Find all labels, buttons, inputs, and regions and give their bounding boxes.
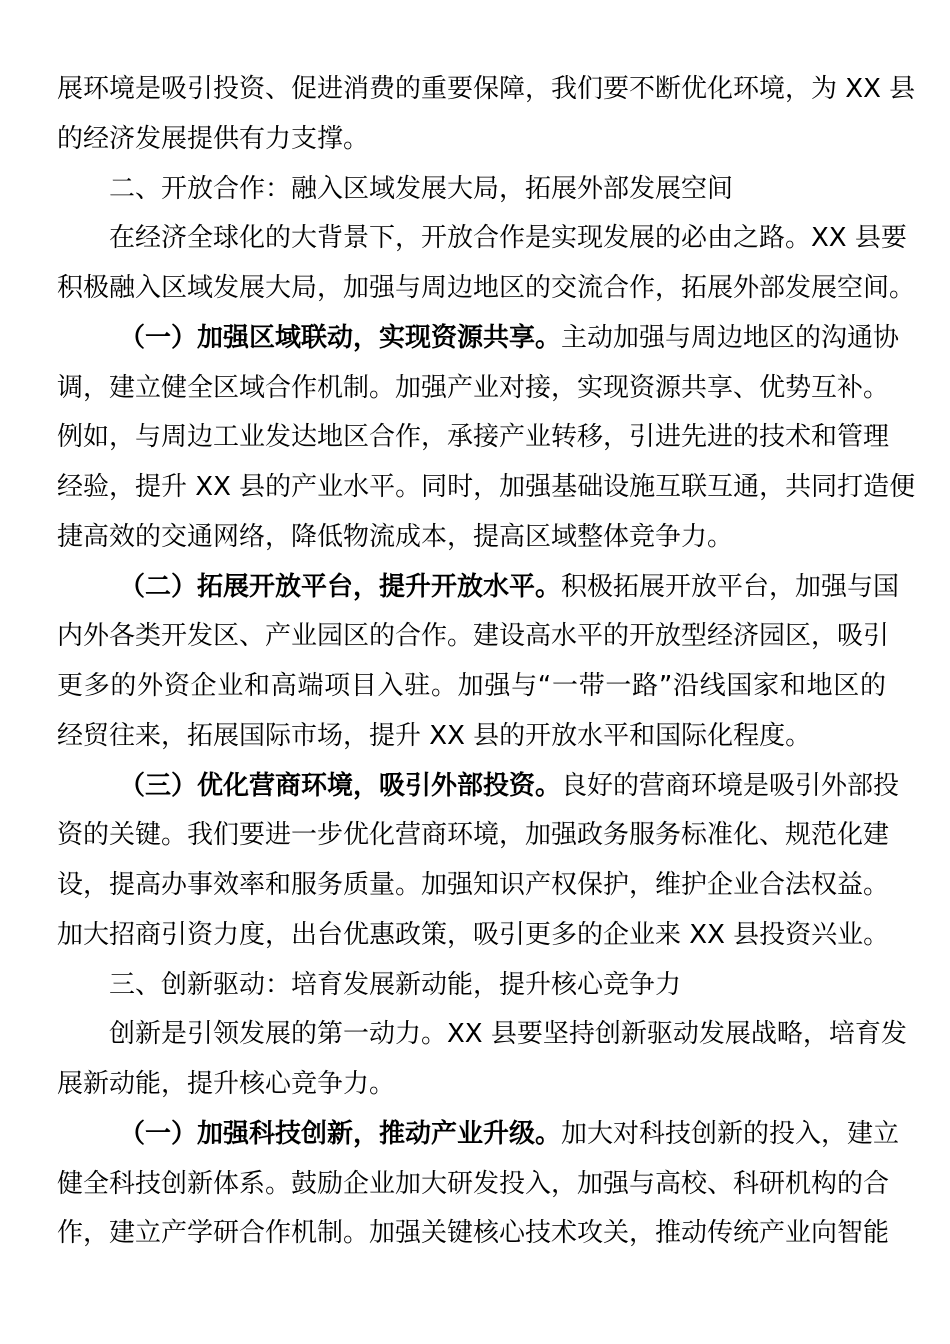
line-text: 的经济发展提供有力支撑。 [57,123,370,154]
line-text: 例如，与周边工业发达地区合作，承接产业转移，引进先进的技术和管理 [57,422,890,453]
line-text: 主动加强与周边地区的沟通协 [561,322,900,353]
bold-subheading: （一）加强科技创新，推动产业升级。 [119,1118,562,1149]
text-line [57,911,890,961]
line-text: 加大对科技创新的投入，建立 [561,1118,900,1149]
line-text: 内外各类开发区、产业园区的合作。建设高水平的开放型经济园区，吸引 [57,621,890,652]
line-text: 积极拓展开放平台，加强与国 [561,571,900,602]
line-text: 积极融入区域发展大局，加强与周边地区的交流合作，拓展外部发展空间。 [57,273,916,303]
line-text: 良好的营商环境是吸引外部投 [561,770,900,801]
line-text: 调，建立健全区域合作机制。加强产业对接，实现资源共享、优势互补。 [57,372,890,403]
bold-subheading: （二）拓展开放平台，提升开放水平。 [119,571,562,602]
text-line [57,811,890,861]
line-text: 经贸往来，拓展国际市场，提升 XX 县的开放水平和国际化程度。 [57,720,812,751]
text-line [57,413,890,463]
line-text: 创新是引领发展的第一动力。XX 县要坚持创新驱动发展战略，培育发 [109,1019,907,1050]
line-text: 设，提高办事效率和服务质量。加强知识产权保护，维护企业合法权益。 [57,870,890,900]
text-line [57,1209,890,1259]
text-line [57,513,886,563]
text-line [57,1110,900,1160]
text-line [57,1060,886,1110]
text-line [57,65,916,115]
text-line [57,214,907,264]
text-line [57,463,916,513]
section-heading-line [57,165,886,215]
text-line [57,314,900,364]
line-text: 在经济全球化的大背景下，开放合作是实现发展的必由之路。XX 县要 [109,223,907,254]
line-text: 更多的外资企业和高端项目入驻。加强与“一带一路”沿线国家和地区的 [57,671,886,701]
text-line [57,364,890,414]
text-line [57,612,890,662]
text-line [57,762,900,812]
bold-subheading: （三）优化营商环境，吸引外部投资。 [119,770,562,801]
line-text: 捷高效的交通网络，降低物流成本，提高区域整体竞争力。 [57,521,734,552]
text-line [57,1010,907,1060]
section-heading-line [57,961,886,1011]
text-line [57,1160,890,1210]
line-text: 展新动能，提升核心竞争力。 [57,1069,396,1099]
text-line [57,264,916,314]
text-line [57,712,886,762]
bold-subheading: （一）加强区域联动，实现资源共享。 [119,322,562,353]
line-text: 二、开放合作：融入区域发展大局，拓展外部发展空间 [109,173,734,204]
text-line [57,861,890,911]
line-text: 加大招商引资力度，出台优惠政策，吸引更多的企业来 XX 县投资兴业。 [57,919,890,950]
text-line [57,662,886,712]
text-line [57,563,900,613]
line-text: 健全科技创新体系。鼓励企业加大研发投入，加强与高校、科研机构的合 [57,1168,890,1199]
line-text: 经验，提升 XX 县的产业水平。同时，加强基础设施互联互通，共同打造便 [57,472,916,502]
document-page [57,65,916,1259]
line-text: 展环境是吸引投资、促进消费的重要保障，我们要不断优化环境，为 XX 县 [57,74,916,104]
line-text: 作，建立产学研合作机制。加强关键核心技术攻关，推动传统产业向智能 [57,1218,890,1249]
text-line [57,115,886,165]
line-text: 资的关键。我们要进一步优化营商环境，加强政务服务标准化、规范化建 [57,820,890,851]
line-text: 三、创新驱动：培育发展新动能，提升核心竞争力 [109,969,682,1000]
